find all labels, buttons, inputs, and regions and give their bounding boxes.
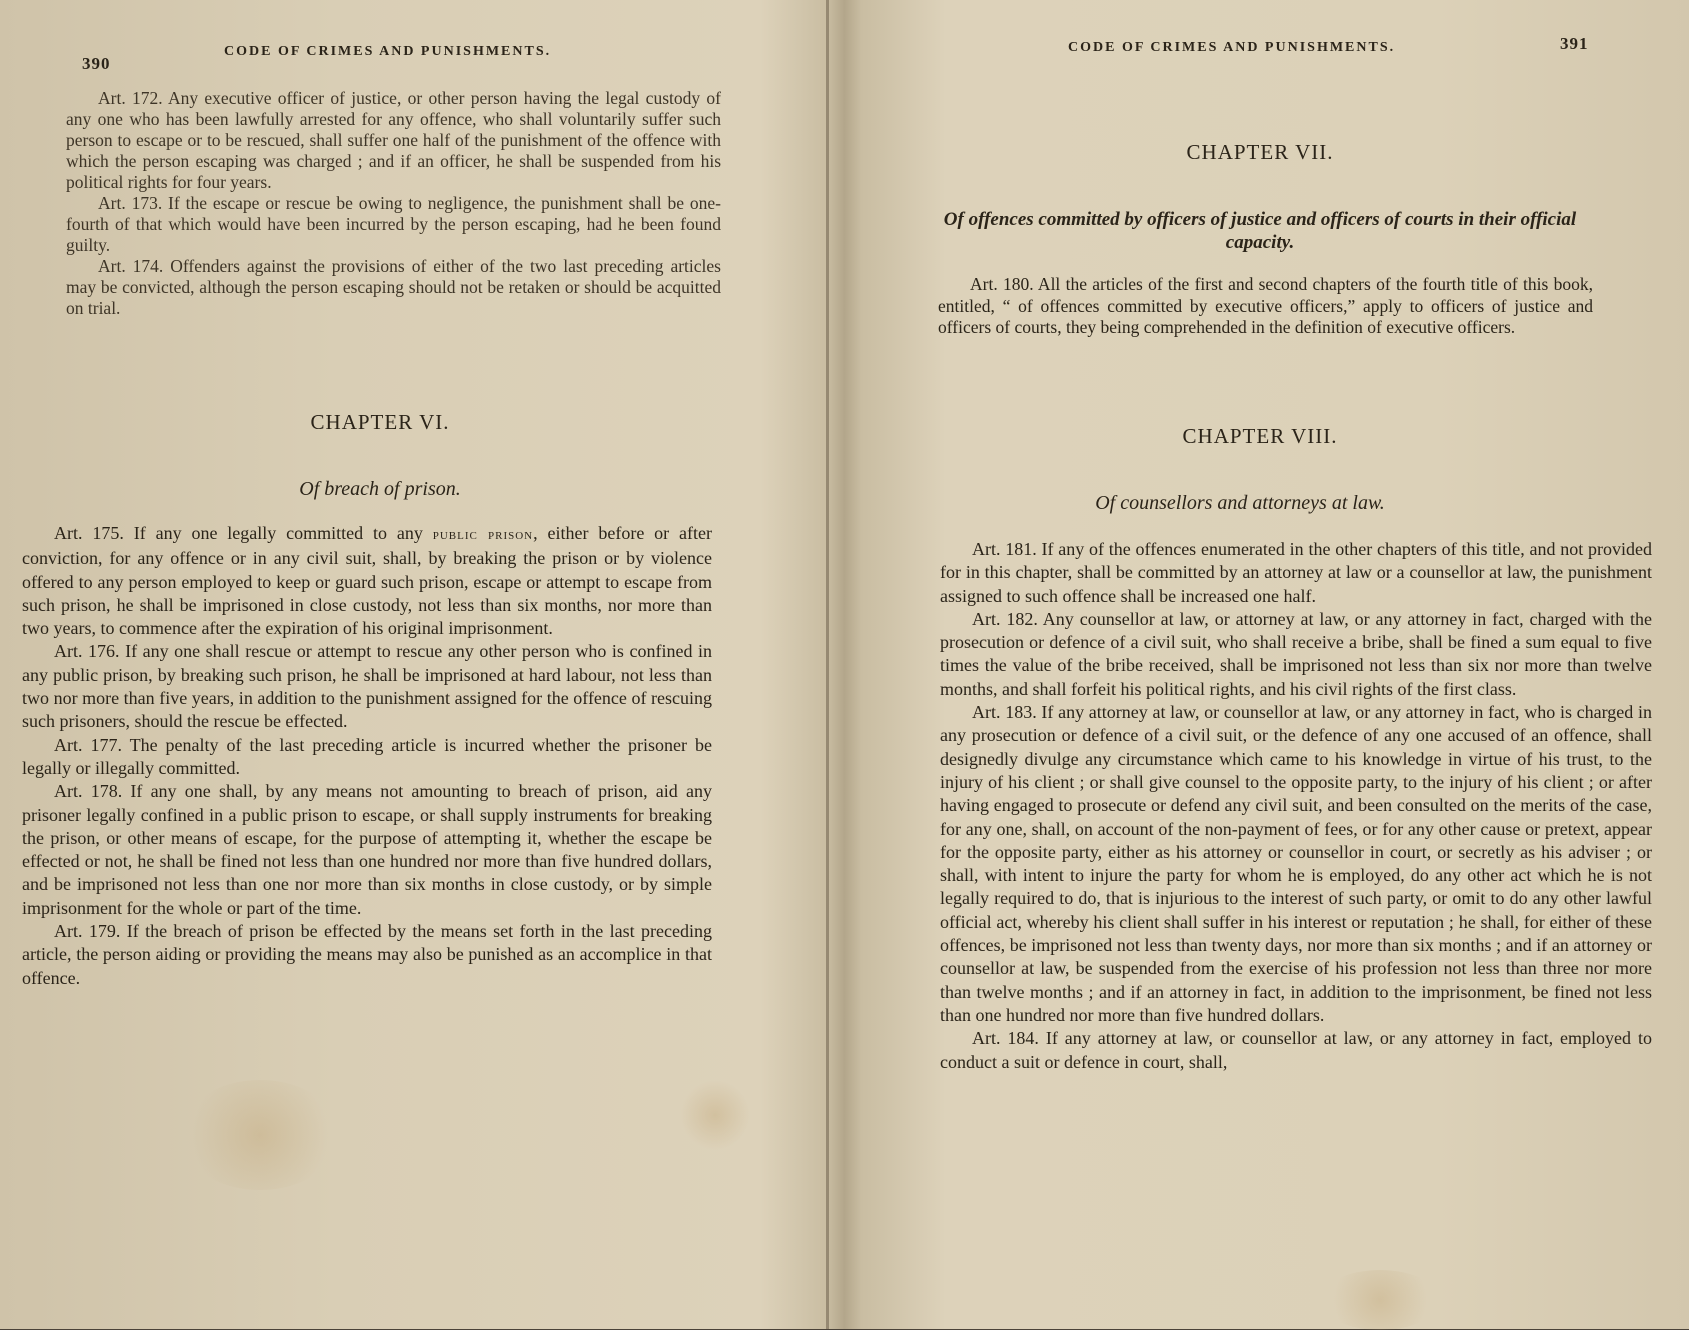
chapter-title: Of counsellors and attorneys at law.	[1095, 492, 1385, 514]
chapter-heading: CHAPTER VII.	[1186, 140, 1334, 164]
article-paragraph: Art. 178. If any one shall, by any means not amounting to breach of prison, aid any prisoner legally confined in a public prison to escape, or shall supply instruments for breaking the prison, or other means of escape, for the purpose of attempting it, whether the escape be effected or not, he shall be fined not less than one hundred nor more than five hundred dollars, and be imprisoned not less than one nor more than six months in close custody, or by simple imprisonment for the whole or part of the time.	[22, 781, 712, 918]
right-page	[830, 0, 1689, 1329]
article-paragraph: Art. 181. If any of the offences enumerated in the other chapters of this title, and not provided for in this chapter, shall be committed by an attorney at law or a counsellor at law, the punishment assigned to such offence shall be increased one half.	[940, 539, 1652, 606]
small-caps-term: public prison	[432, 527, 534, 543]
article-paragraph: Art. 184. If any attorney at law, or counsellor at law, or any attorney in fact, employed to conduct a suit or defence in court, shall,	[940, 1028, 1652, 1072]
chapter-articles	[938, 274, 1593, 339]
chapter-title: Of breach of prison.	[299, 478, 461, 500]
article-paragraph: Art. 174. Offenders against the provisions of either of the two last preceding articles may be convicted, although the person escaping should not be retaken or should be acquitted on trial.	[66, 256, 721, 318]
article-paragraph: Art. 176. If any one shall rescue or attempt to rescue any other person who is confined in any public prison, by breaking such prison, he shall be imprisoned at hard labour, not less than two nor more than five years, in addition to the punishment assigned for the offence of rescuing such prisoners, should the rescue be effected.	[22, 641, 712, 732]
left-page	[0, 0, 826, 1329]
article-paragraph: Art. 172. Any executive officer of justice, or other person having the legal custody of any one who has been lawfully arrested for any offence, who shall voluntarily suffer such person to escape or to be rescued, shall suffer one half of the punishment of the offence with which the person escaping was charged ; and if an officer, he shall be suspended from his political rights for four years.	[66, 88, 721, 192]
chapter-heading: CHAPTER VIII.	[1182, 424, 1338, 448]
article-paragraph: Art. 179. If the breach of prison be effected by the means set forth in the last preceding article, the person aiding or providing the means may also be punished as an accomplice in that offence.	[22, 921, 712, 988]
chapter-heading: CHAPTER VI.	[310, 410, 450, 434]
continued-articles	[66, 88, 721, 319]
chapter-articles	[940, 538, 1652, 1074]
article-paragraph: Art. 173. If the escape or rescue be owing to negligence, the punishment shall be one-fourth of that which would have been incurred by the person escaping, had he been found guilty.	[66, 193, 721, 255]
chapter-articles	[22, 522, 712, 990]
article-paragraph: Art. 182. Any counsellor at law, or attorney at law, or any attorney in fact, charged with the prosecution or defence of a civil suit, who shall receive a bribe, shall be fined a sum equal to five times the value of the bribe received, shall be imprisoned not less than six nor more than twelve months, and shall forfeit his political rights, and his civil rights of the first class.	[940, 608, 1652, 699]
article-paragraph: Art. 177. The penalty of the last preceding article is incurred whether the prisoner be legally or illegally committed.	[22, 734, 712, 778]
running-head: CODE OF CRIMES AND PUNISHMENTS.	[224, 44, 552, 59]
running-head: CODE OF CRIMES AND PUNISHMENTS.	[1068, 40, 1396, 55]
article-paragraph: Art. 183. If any attorney at law, or counsellor at law, or any attorney in fact, who is charged in any prosecution or defence of a civil suit, or the defence of any one accused of an offence, shall designedly divulge any circumstance which came to his knowledge in virtue of his trust, to the injury of his client ; or shall give counsel to the opposite party, to the injury of his client ; or after having engaged to prosecute or defend any civil suit, and been consulted on the merits of the case, for any one, shall, on account of the non-payment of fees, or for any other cause or pretext, appear for the opposite party, either as his attorney or counsellor in court, or secretly as his adviser ; or shall, with intent to injure the party for whom he is employed, do any other act which he is not legally required to do, that is injurious to the interest of such party, or omit to do any other lawful official act, whereby his client shall suffer in his interest or reputation ; he shall, for either of these offences, be imprisoned not less than twenty days, nor more than six months ; and if an attorney or counsellor at law, be suspended from the exercise of his profession not less than three nor more than twelve months ; and if an attorney in fact, in addition to the imprisonment, be fined not less than one hundred nor more than five hundred dollars.	[940, 702, 1652, 1025]
article-paragraph: Art. 180. All the articles of the first and second chapters of the fourth title of this book, entitled, “ of offences committed by executive officers,” apply to officers of justice and officers of courts, they being comprehended in the definition of executive officers.	[938, 274, 1593, 337]
book-gutter	[826, 0, 829, 1329]
article-paragraph: Art. 175. If any one legally committed to any public prison, either before or after conviction, for any offence or in any civil suit, shall, by breaking the prison or by violence offered to any person employed to keep or guard such prison, escape or attempt to escape from such prison, he shall be imprisoned in close custody, not less than six months, nor more than two years, to commence after the expiration of his original imprisonment.	[22, 523, 713, 639]
chapter-title: Of offences committed by officers of justice and officers of courts in their official capacity.	[943, 209, 1577, 253]
page-number: 390	[82, 54, 111, 73]
page-number: 391	[1560, 34, 1589, 53]
